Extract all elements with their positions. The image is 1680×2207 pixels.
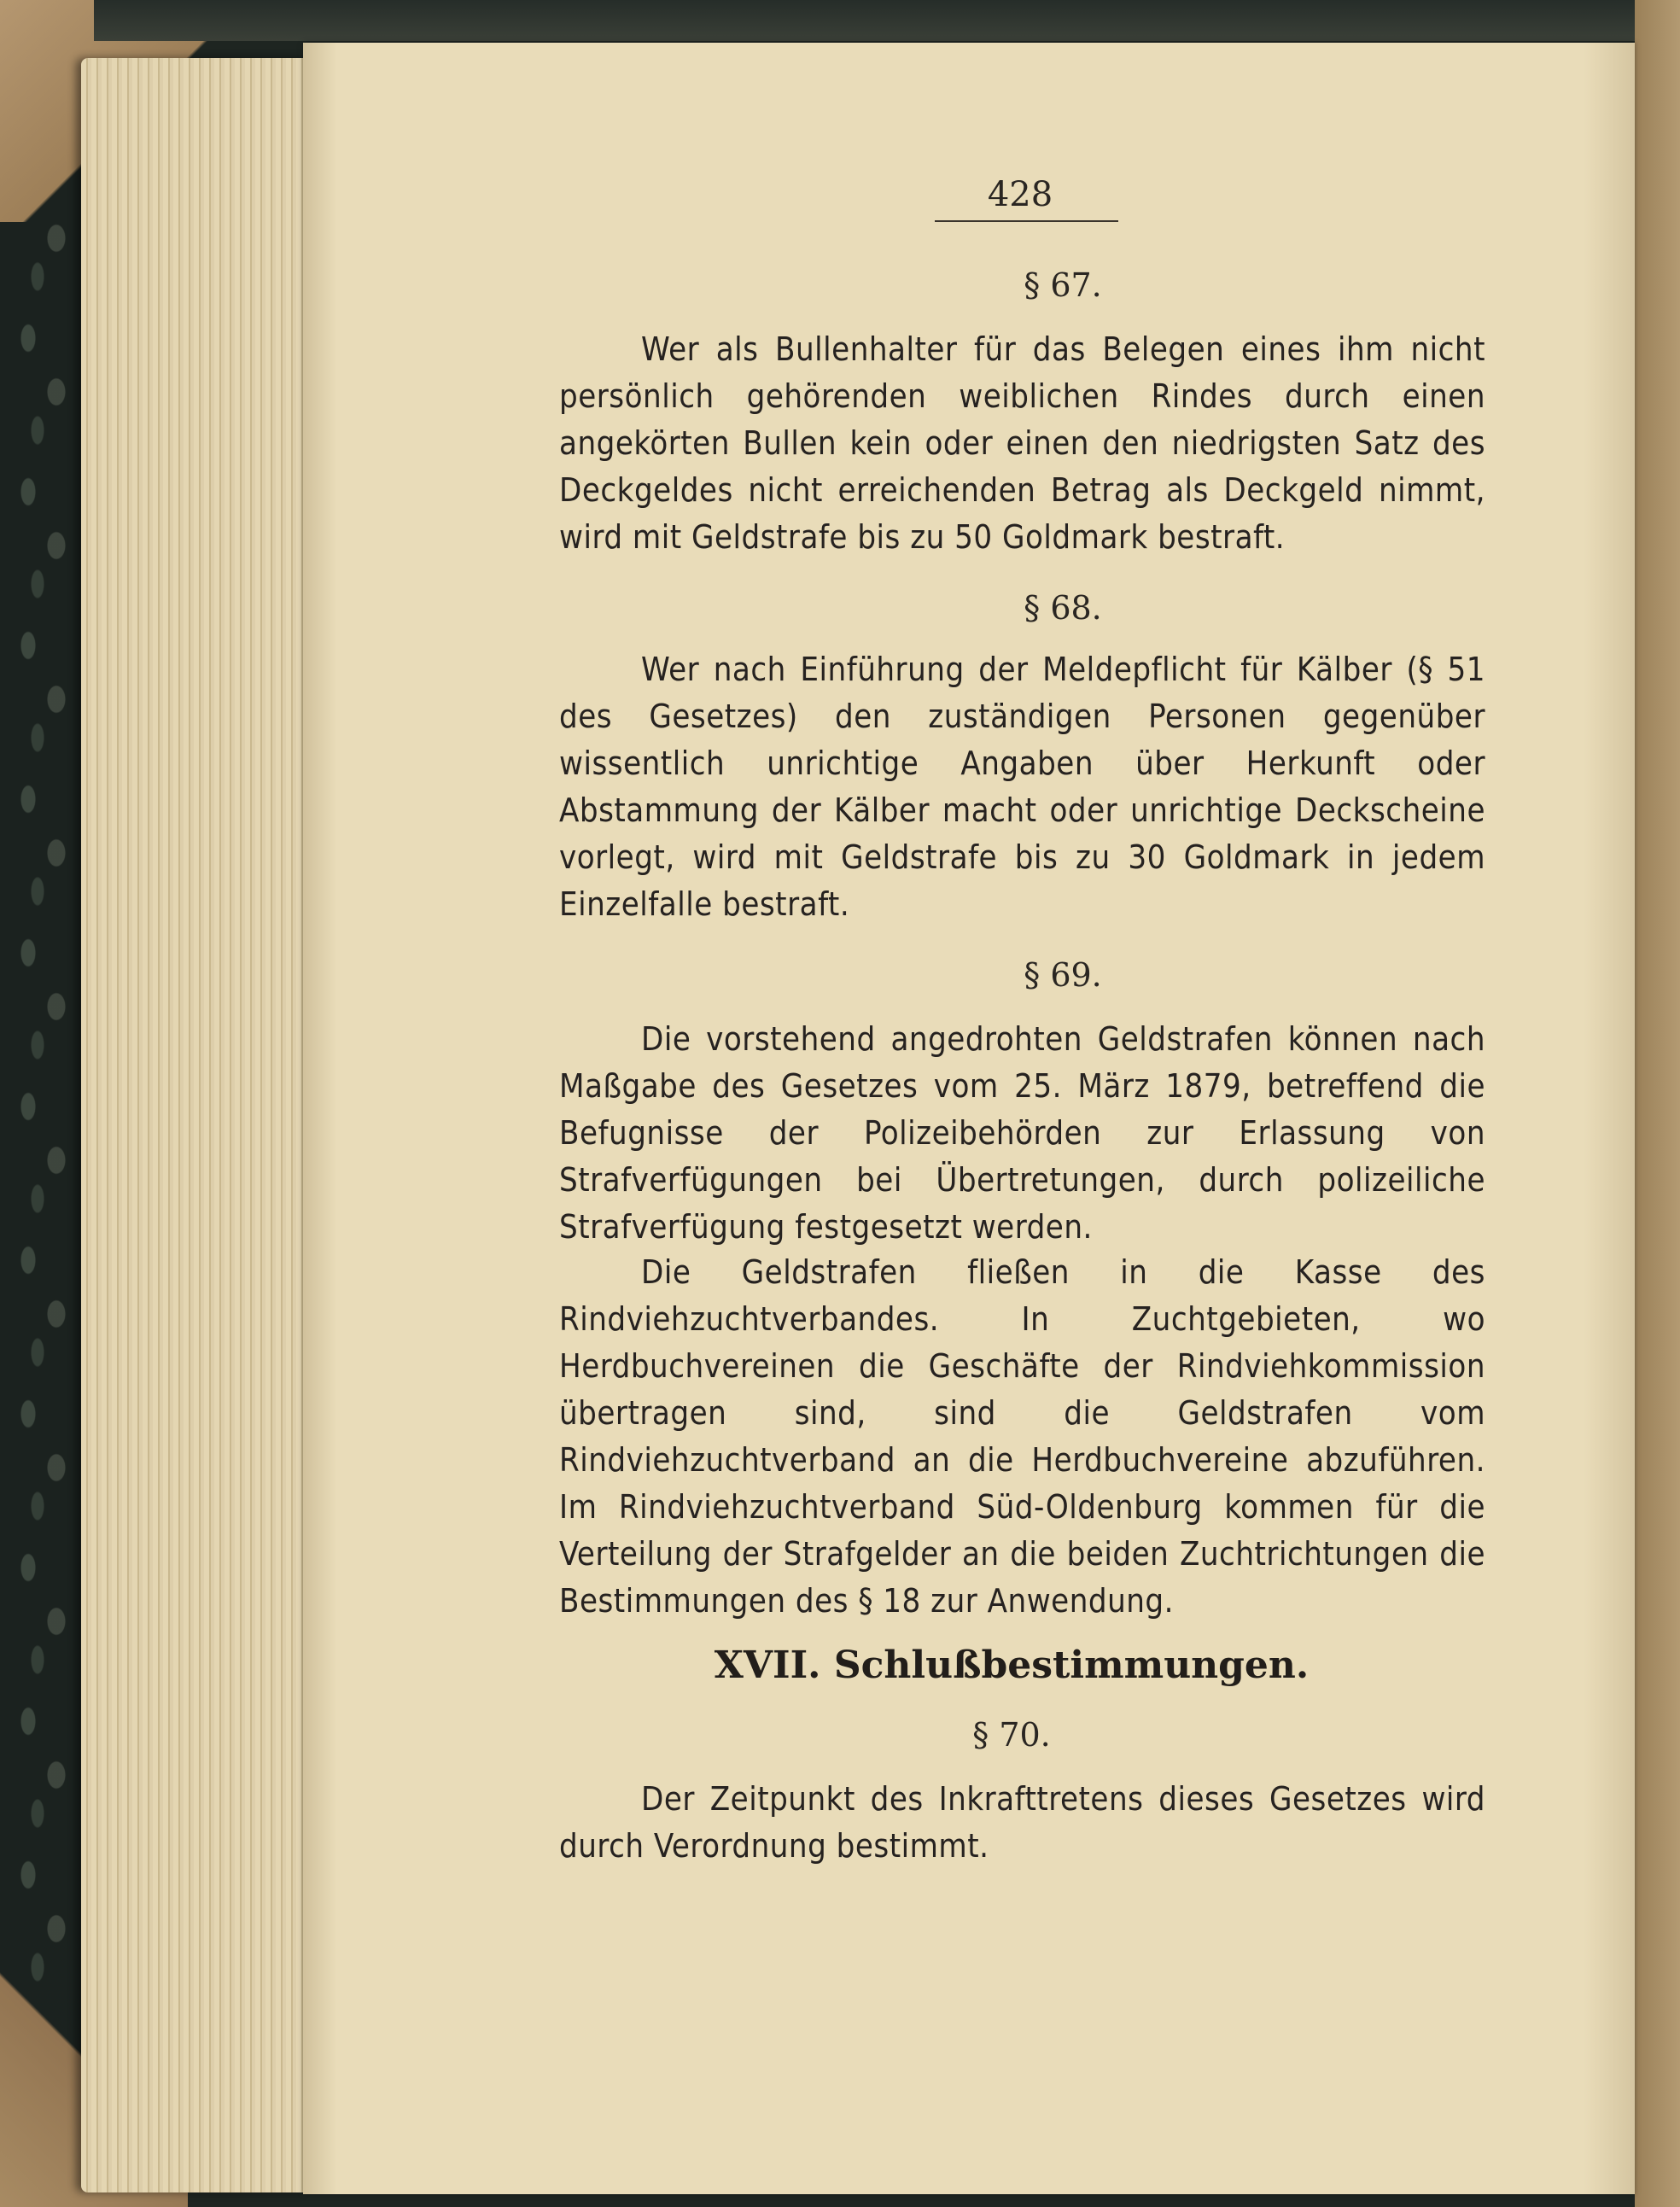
page-number-rule [935, 220, 1118, 222]
paragraph-69b: Die Geldstrafen fließen in die Kasse des Rindviehzuchtverbandes. In Zuchtgebieten, wo Herdbuchvereinen die Geschäfte der Rindviehkommission übertragen sind, sind die Geldstrafen vom Rindviehzuchtverband an die Herdbuchvereine abzuführen. Im Rindviehzuchtverband Süd-Oldenburg kommen für die Verteilung der Strafgelder an die beiden Zuchtrichtungen die Bestimmungen des § 18 zur Anwendung. [559, 1253, 1485, 1620]
page-number: 428 [987, 175, 1053, 214]
paragraph-69a: Die vorstehend angedrohten Geldstrafen können nach Maßgabe des Gesetzes vom 25. März 1879, betreffend die Befugnisse der Polizeibehörden zur Erlassung von Strafverfügungen bei Übertretungen, durch polizeiliche Strafverfügung festgesetzt werden. [559, 1020, 1485, 1246]
section-heading-68: § 68. [1024, 589, 1102, 627]
section-heading-69: § 69. [1024, 956, 1102, 994]
chapter-title: XVII. Schlußbestimmungen. [714, 1644, 1310, 1687]
page-edges [81, 58, 307, 2192]
section-heading-70: § 70. [972, 1716, 1051, 1754]
paragraph-70: Der Zeitpunkt des Inkrafttretens dieses Gesetzes wird durch Verordnung bestimmt. [559, 1780, 1485, 1865]
book-cover-left [0, 0, 94, 2207]
paragraph-68: Wer nach Einführung der Meldepflicht für Kälber (§ 51 des Gesetzes) den zuständigen Personen gegenüber wissentlich unrichtige Angaben über Herkunft oder Abstammung der Kälber macht oder unrichtige Deckscheine vorlegt, wird mit Geldstrafe bis zu 30 Goldmark in jedem Einzelfalle bestraft. [559, 651, 1485, 923]
book-cover-right [1635, 0, 1680, 2207]
section-heading-67: § 67. [1024, 266, 1102, 304]
paragraph-67: Wer als Bullenhalter für das Belegen eines ihm nicht persönlich gehörenden weiblichen Rindes durch einen angekörten Bullen kein oder einen den niedrigsten Satz des Deckgeldes nicht erreichenden Betrag als Deckgeld nimmt, wird mit Geldstrafe bis zu 50 Goldmark bestraft. [559, 330, 1485, 556]
book-cover-top [94, 0, 1680, 41]
